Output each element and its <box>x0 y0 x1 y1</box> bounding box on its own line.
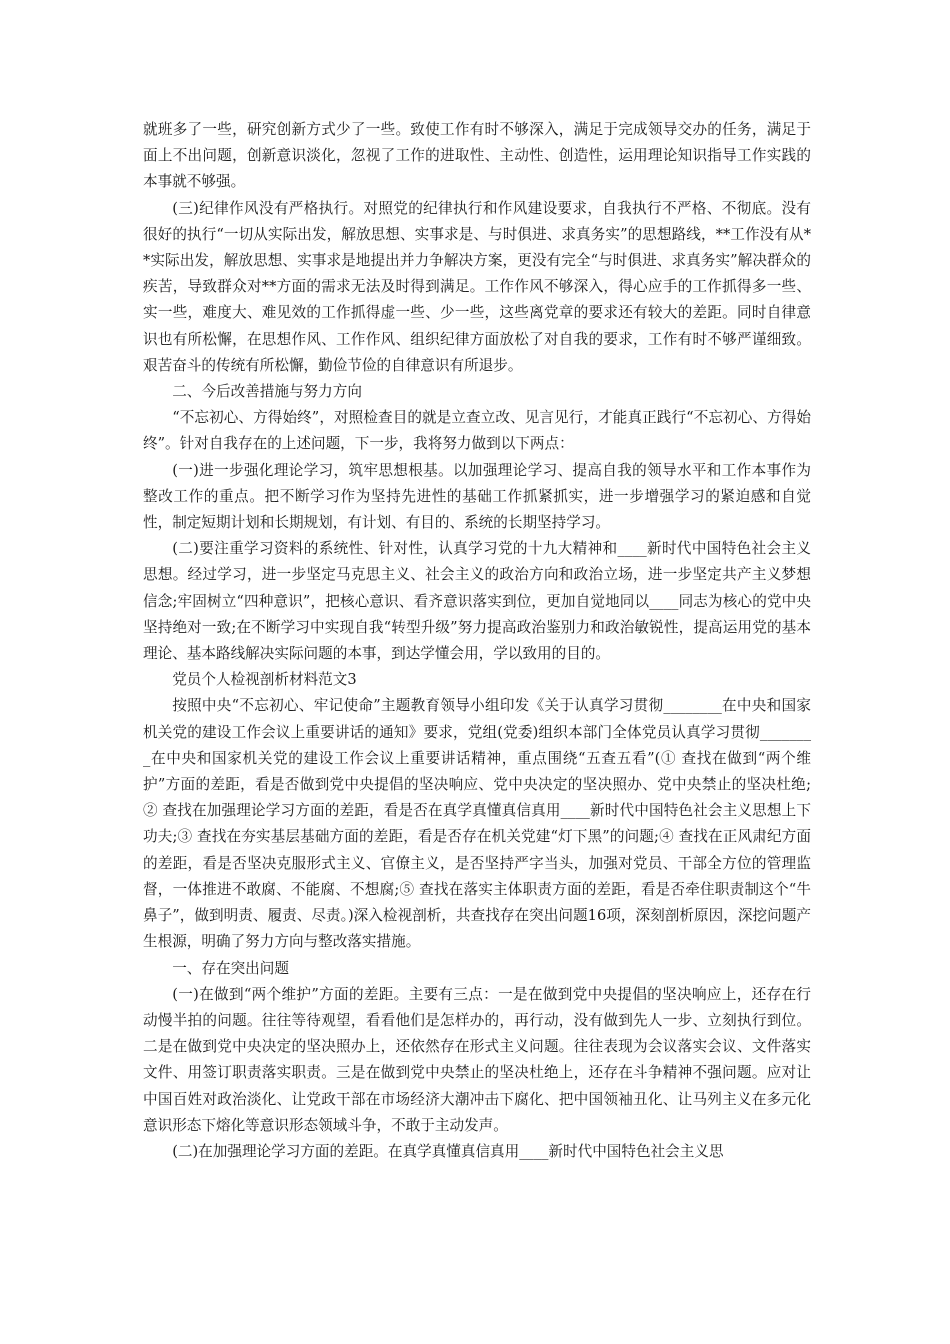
paragraph-intro-improvement: “不忘初心、方得始终”，对照检查目的就是立查立改、见言见行，才能真正践行“不忘初心、方得始终”。针对自我存在的上述问题，下一步，我将努力做到以下两点： <box>143 409 811 453</box>
paragraph-continuation: 就班多了一些，研究创新方式少了一些。致使工作有时不够深入，满足于完成领导交办的任务，满足于面上不出问题，创新意识淡化，忽视了工作的进取性、主动性、创造性，运用理论知识指导工作实践的本事就不够强。 <box>143 121 811 191</box>
paragraph-study-materials: (二)要注重学习资料的系统性、针对性，认真学习党的十九大精神和____新时代中国特色社会主义思想。经过学习，进一步坚定马克思主义、社会主义的政治方向和政治立场，进一步坚定共产主义梦想信念;牢固树立“四种意识”，把核心意识、看齐意识落实到位，更加自觉地同以____同志为核心的党中央坚持绝对一致;在不断学习中实现自我“转型升级”努力提高政治鉴别力和政治敏锐性，提高运用党的基本理论、基本路线解决实际问题的本事，到达学懂会用，学以致用的目的。 <box>143 540 811 663</box>
document-title-sample-3: 党员个人检视剖析材料范文3 <box>172 671 357 689</box>
paragraph-five-checks: 按照中央“不忘初心、牢记使命”主题教育领导小组印发《关于认真学习贯彻________在中央和国家机关党的建设工作会议上重要讲话的通知》要求，党组(党委)组织本部门全体党员认真学习贯彻________在中央和国家机关党的建设工作会议上重要讲话精神，重点围绕“五查五看”(① 查找在做到“两个维护”方面的差距，看是否做到党中央提倡的坚决响应、党中央决定的坚决照办、党中央禁止的坚决杜绝;② 查找在加强理论学习方面的差距，看是否在真学真懂真信真用____新时代中国特色社会主义思想上下功夫;③ 查找在夯实基层基础方面的差距，看是否存在机关党建“灯下黑”的问题;④ 查找在正风肃纪方面的差距，看是否坚决克服形式主义、官僚主义，是否坚持严字当头，加强对党员、干部全方位的管理监督，一体推进不敢腐、不能腐、不想腐;⑤ 查找在落实主体职责方面的差距，看是否牵住职责制这个“牛鼻子”，做到明责、履责、尽责。)深入检视剖析，共查找存在突出问题16项，深刻剖析原因，深挖问题产生根源，明确了努力方向与整改落实措施。 <box>143 697 811 951</box>
paragraph-two-safeguards: (一)在做到“两个维护”方面的差距。主要有三点：一是在做到党中央提倡的坚决响应上，还存在行动慢半拍的问题。往往等待观望，看看他们是怎样办的，再行动，没有做到先人一步、立刻执行到位。二是在做到党中央决定的坚决照办上，还依然存在形式主义问题。往往表现为会议落实会议、文件落实文件、用签订职责落实职责。三是在做到党中央禁止的坚决杜绝上，还存在斗争精神不强问题。应对让中国百姓对政治淡化、让党政干部在市场经济大潮冲击下腐化、把中国领袖丑化、让马列主义在多元化意识形态下熔化等意识形态领域斗争，不敢于主动发声。 <box>143 985 811 1134</box>
paragraph-discipline-style: (三)纪律作风没有严格执行。对照党的纪律执行和作风建设要求，自我执行不严格、不彻底。没有很好的执行“一切从实际出发，解放思想、实事求是、与时俱进、求真务实”的思想路线，**工作没有从**实际出发，解放思想、实事求是地提出并力争解决方案，更没有完全“与时俱进、求真务实”解决群众的疾苦，导致群众对**方面的需求无法及时得到满足。工作作风不够深入，得心应手的工作抓得多一些、实一些，难度大、难见效的工作抓得虚一些、少一些，这些离党章的要求还有较大的差距。同时自律意识也有所松懈，在思想作风、工作作风、组织纪律方面放松了对自我的要求，工作有时不够严谨细致。艰苦奋斗的传统有所松懈，勤俭节俭的自律意识有所退步。 <box>143 199 811 374</box>
section-heading-problems: 一、存在突出问题 <box>172 959 289 977</box>
paragraph-theory-study: (一)进一步强化理论学习，筑牢思想根基。以加强理论学习、提高自我的领导水平和工作本事作为整改工作的重点。把不断学习作为坚持先进性的基础工作抓紧抓实，进一步增强学习的紧迫感和自觉性，制定短期计划和长期规划，有计划、有目的、系统的长期坚持学习。 <box>143 461 811 532</box>
paragraph-theory-gap: (二)在加强理论学习方面的差距。在真学真懂真信真用____新时代中国特色社会主义思 <box>172 1142 724 1160</box>
document-page <box>143 117 811 1165</box>
section-heading-improvement: 二、今后改善措施与努力方向 <box>172 383 362 401</box>
